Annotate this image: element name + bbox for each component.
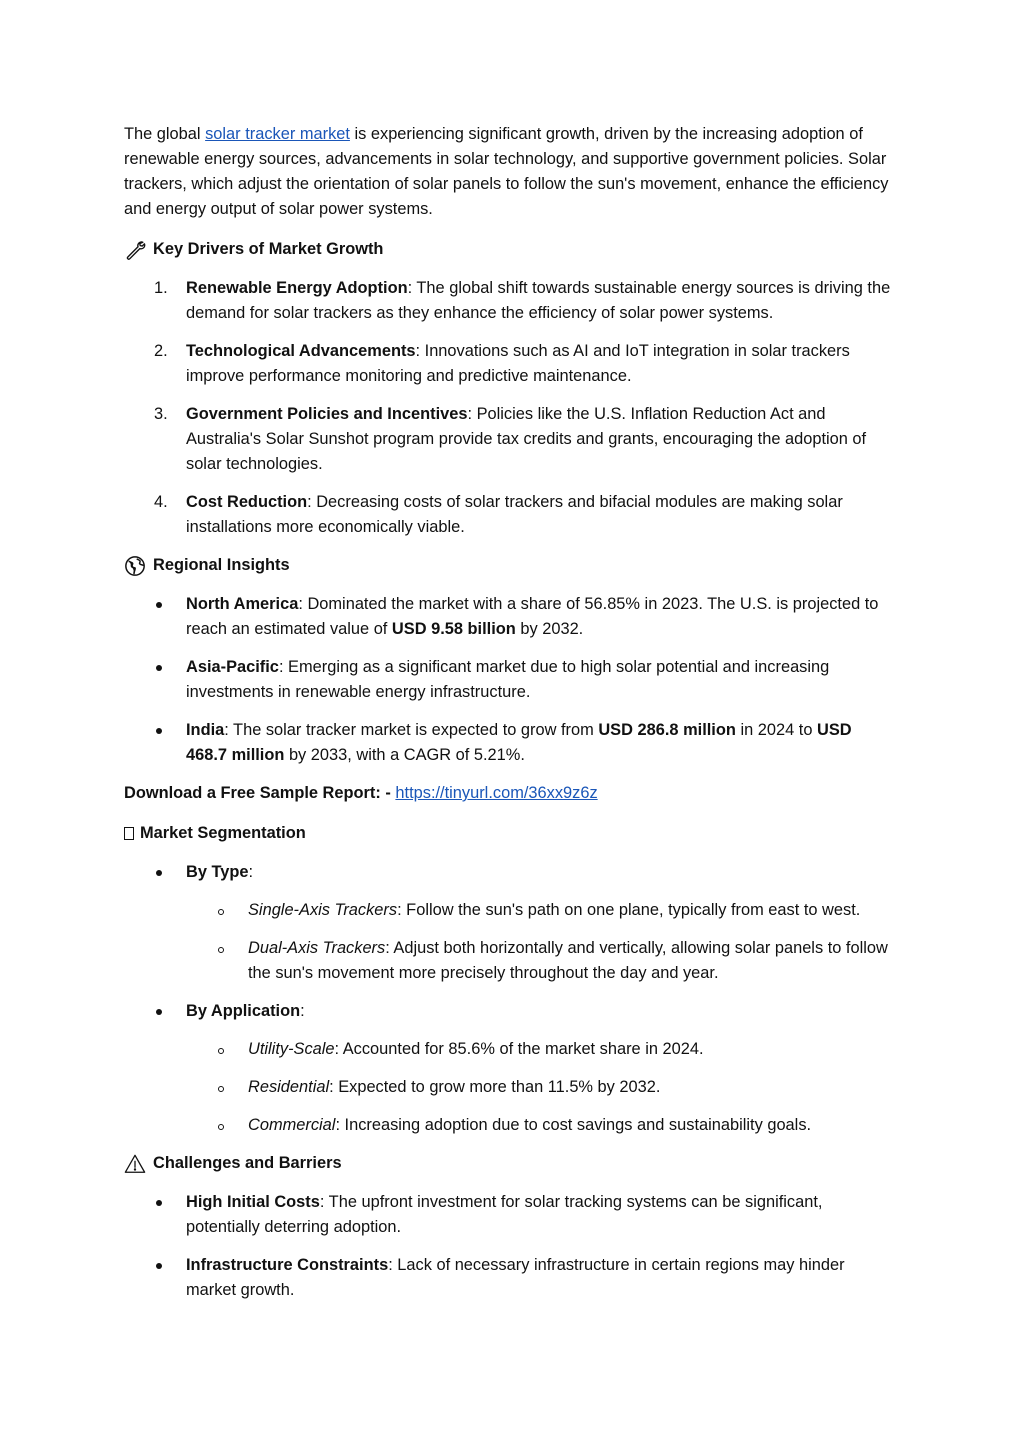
item-title: India	[186, 721, 225, 739]
sub-bullet	[218, 1048, 224, 1054]
item-title: Government Policies and Incentives	[186, 405, 468, 423]
sub-list-item	[124, 936, 894, 986]
sub-bullet	[218, 1124, 224, 1130]
item-text: : The solar tracker market is expected to grow from	[224, 721, 599, 739]
item-text: :	[300, 1002, 305, 1020]
bullet	[156, 602, 162, 608]
sub-list-item	[124, 1113, 894, 1138]
item-title: Dual-Axis Trackers	[248, 939, 386, 957]
solar-tracker-market-link[interactable]: solar tracker market	[205, 125, 350, 143]
intro-text-start: The global	[124, 125, 206, 143]
regional-list	[124, 592, 894, 768]
bullet	[156, 870, 162, 876]
segmentation-list	[124, 860, 894, 1138]
list-item	[124, 718, 894, 768]
missing-glyph-icon	[124, 827, 134, 840]
item-value: USD 286.8 million	[598, 721, 736, 739]
document-page	[124, 122, 894, 1316]
item-text: by 2033, with a CAGR of 5.21%.	[284, 746, 525, 764]
intro-paragraph	[124, 122, 894, 222]
sub-list-item	[124, 1037, 894, 1062]
list-number: 2.	[154, 342, 168, 360]
warning-icon	[124, 1153, 148, 1175]
sub-list-item	[124, 1075, 894, 1100]
download-line	[124, 781, 894, 806]
list-item	[124, 402, 894, 477]
item-text: : Follow the sun's path on one plane, typically from east to west.	[397, 901, 861, 919]
item-title: Utility-Scale	[248, 1040, 335, 1058]
item-text: : Adjust both horizontally and vertically, allowing solar panels to follow the sun's movement more precisely throughout the day and year.	[248, 939, 888, 982]
item-text: : The upfront investment for solar tracking systems can be significant, potentially deterring adoption.	[186, 1193, 823, 1236]
list-item	[124, 592, 894, 642]
item-title: By Type	[186, 863, 249, 881]
item-text: : Dominated the market with a share of 56.85% in 2023. The U.S. is projected to reach an estimated value of	[186, 595, 879, 638]
item-title: Infrastructure Constraints	[186, 1256, 389, 1274]
list-item	[124, 655, 894, 705]
item-title: Single-Axis Trackers	[248, 901, 398, 919]
globe-icon	[124, 555, 148, 577]
item-text: : Emerging as a significant market due to high solar potential and increasing investments in renewable energy infrastructure.	[186, 658, 830, 701]
item-text: : Accounted for 85.6% of the market share in 2024.	[334, 1040, 704, 1058]
item-text: by 2032.	[515, 620, 584, 638]
sub-bullet	[218, 1086, 224, 1092]
item-value: USD 468.7 million	[186, 721, 852, 764]
item-title: High Initial Costs	[186, 1193, 320, 1211]
list-item	[124, 999, 894, 1024]
bullet	[156, 1200, 162, 1206]
item-text: in 2024 to	[735, 721, 817, 739]
list-item	[124, 276, 894, 326]
challenges-heading	[124, 1151, 894, 1176]
key-drivers-heading	[124, 237, 894, 262]
list-number: 1.	[154, 279, 168, 297]
regional-insights-heading-text: Regional Insights	[153, 556, 290, 574]
item-text: : Increasing adoption due to cost savings and sustainability goals.	[335, 1116, 812, 1134]
item-text: : Decreasing costs of solar trackers and bifacial modules are making solar installations more economically viable.	[186, 493, 843, 536]
list-item	[124, 490, 894, 540]
intro-text-end: is experiencing significant growth, driven by the increasing adoption of renewable energy sources, advancements in solar technology, and supportive government policies. Solar trackers, which adjust the orientation of solar panels to follow the sun's movement, enhance the efficiency and energy output of solar power systems.	[124, 125, 889, 218]
item-text: :	[248, 863, 254, 881]
item-value: USD 9.58 billion	[391, 620, 516, 638]
item-text: : The global shift towards sustainable energy sources is driving the demand for solar trackers as they enhance the efficiency of solar power systems.	[186, 279, 891, 322]
item-title: North America	[186, 595, 299, 613]
item-title: Cost Reduction	[186, 493, 308, 511]
item-title: Residential	[248, 1078, 330, 1096]
wrench-icon	[124, 239, 148, 261]
list-number: 4.	[154, 493, 168, 511]
download-link[interactable]: https://tinyurl.com/36xx9z6z	[395, 784, 598, 802]
list-item	[124, 1190, 894, 1240]
item-title: Technological Advancements	[186, 342, 416, 360]
item-title: By Application	[186, 1002, 301, 1020]
challenges-list	[124, 1190, 894, 1303]
list-number: 3.	[154, 405, 168, 423]
market-segmentation-heading	[124, 821, 894, 846]
challenges-heading-text: Challenges and Barriers	[153, 1154, 342, 1172]
drivers-list	[124, 276, 894, 540]
bullet	[156, 665, 162, 671]
sub-list-item	[124, 898, 894, 923]
sub-bullet	[218, 909, 224, 915]
item-text: : Lack of necessary infrastructure in certain regions may hinder market growth.	[186, 1256, 845, 1299]
download-label: Download a Free Sample Report: -	[124, 784, 396, 802]
bullet	[156, 1009, 162, 1015]
item-title: Commercial	[248, 1116, 336, 1134]
item-title: Renewable Energy Adoption	[186, 279, 408, 297]
regional-insights-heading	[124, 553, 894, 578]
list-item	[124, 860, 894, 885]
sub-bullet	[218, 947, 224, 953]
bullet	[156, 1263, 162, 1269]
item-text: : Innovations such as AI and IoT integration in solar trackers improve performance monitoring and predictive maintenance.	[186, 342, 850, 385]
item-text: : Expected to grow more than 11.5% by 2032.	[329, 1078, 661, 1096]
key-drivers-heading-text: Key Drivers of Market Growth	[153, 240, 384, 258]
item-text: : Policies like the U.S. Inflation Reduction Act and Australia's Solar Sunshot program provide tax credits and grants, encouraging the adoption of solar technologies.	[186, 405, 867, 473]
item-title: Asia-Pacific	[186, 658, 279, 676]
list-item	[124, 1253, 894, 1303]
bullet	[156, 728, 162, 734]
market-segmentation-heading-text: Market Segmentation	[140, 824, 306, 842]
list-item	[124, 339, 894, 389]
